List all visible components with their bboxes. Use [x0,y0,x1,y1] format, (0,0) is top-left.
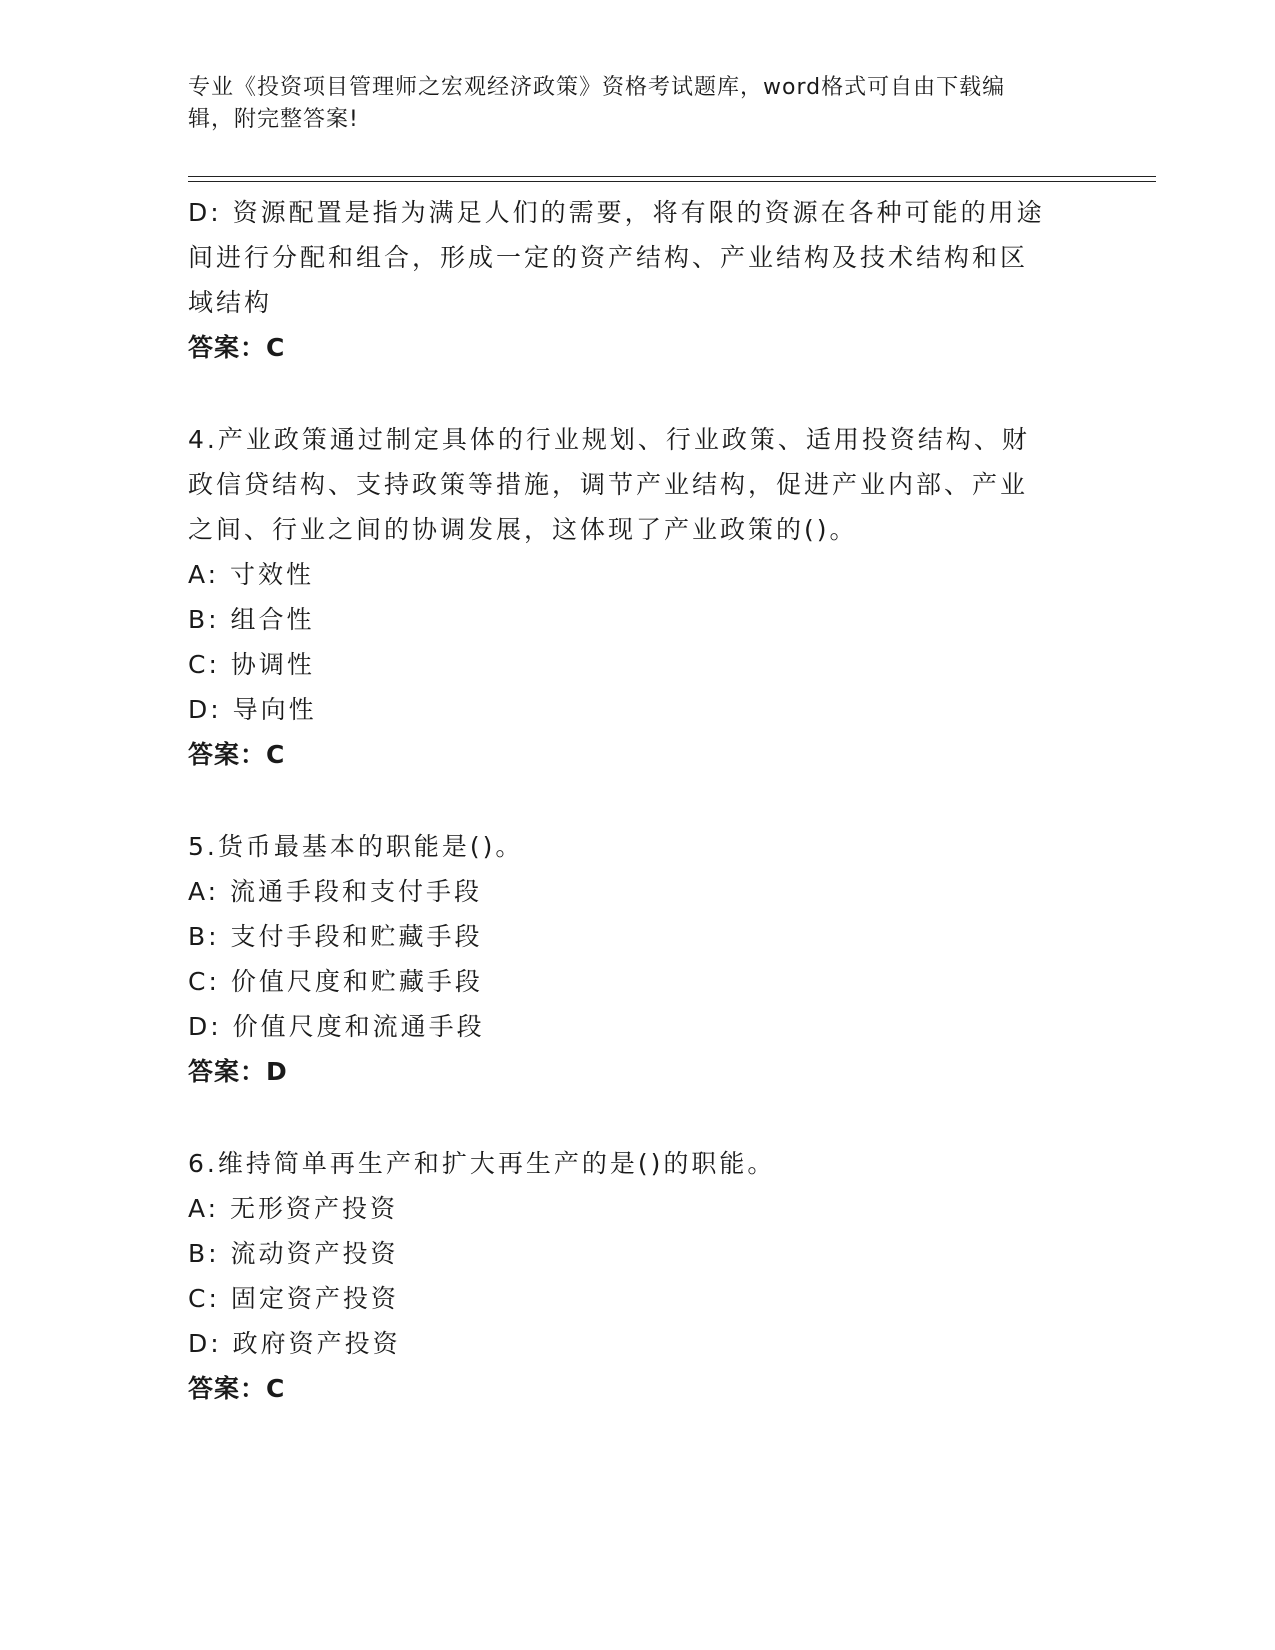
header-line-2: 辑，附完整答案! [188,107,359,132]
question-stem-line: 4.产业政策通过制定具体的行业规划、行业政策、适用投资结构、财 [188,425,1030,454]
block-spacer [188,1094,1088,1141]
option-b: B: 流动资产投资 [188,1239,399,1268]
text-line: 间进行分配和组合，形成一定的资产结构、产业结构及技术结构和区 [188,243,1029,272]
question-block [188,190,1088,370]
page-header [188,72,1068,136]
question-stem-line: 政信贷结构、支持政策等措施，调节产业结构，促进产业内部、产业 [188,470,1029,499]
text-line: D: 资源配置是指为满足人们的需要，将有限的资源在各种可能的用途 [188,198,1045,227]
block-spacer [188,370,1088,417]
option-d: D: 政府资产投资 [188,1329,401,1358]
answer-line: 答案：C [188,740,286,769]
option-c: C: 协调性 [188,650,315,679]
option-c: C: 价值尺度和贮藏手段 [188,967,483,996]
question-stem-line: 5.货币最基本的职能是()。 [188,832,524,861]
option-b: B: 支付手段和贮藏手段 [188,922,483,951]
option-d: D: 价值尺度和流通手段 [188,1012,485,1041]
answer-line: 答案：C [188,333,286,362]
option-a: A: 无形资产投资 [188,1194,399,1223]
header-rule-top [188,176,1156,177]
question-body [188,190,1088,1411]
option-d: D: 导向性 [188,695,317,724]
option-b: B: 组合性 [188,605,315,634]
block-spacer [188,777,1088,824]
question-block [188,824,1088,1094]
option-a: A: 流通手段和支付手段 [188,877,483,906]
question-stem-line: 之间、行业之间的协调发展，这体现了产业政策的()。 [188,515,858,544]
question-block [188,1141,1088,1411]
answer-line: 答案：C [188,1374,286,1403]
header-rule-bottom [188,181,1156,182]
question-block [188,417,1088,777]
text-line: 域结构 [188,288,273,317]
header-line-1: 专业《投资项目管理师之宏观经济政策》资格考试题库，word格式可自由下载编 [188,75,1006,100]
option-c: C: 固定资产投资 [188,1284,399,1313]
answer-line: 答案：D [188,1057,288,1086]
option-a: A: 寸效性 [188,560,315,589]
question-stem-line: 6.维持简单再生产和扩大再生产的是()的职能。 [188,1149,776,1178]
